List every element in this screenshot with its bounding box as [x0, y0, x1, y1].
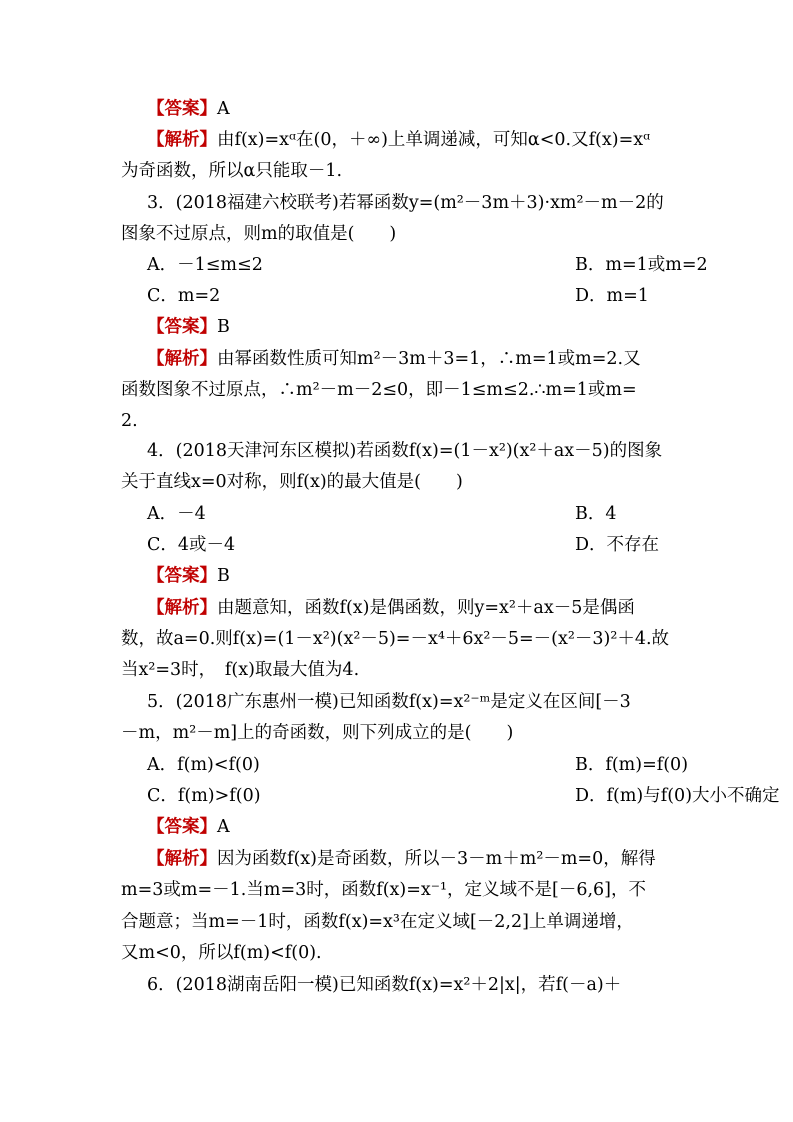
- answer-line: [147, 812, 707, 843]
- text-line: 又m<0，所以f(m)<f(0).: [121, 943, 322, 963]
- option-b: B．4: [575, 504, 617, 524]
- text-line: 为奇函数，所以α只能取－1.: [121, 161, 343, 181]
- text-line: －m，m²－m]上的奇函数，则下列成立的是( ): [121, 723, 514, 743]
- analysis-text: 由幂函数性质可知m²－3m＋3=1，∴m=1或m=2.又: [217, 349, 641, 369]
- option-row: [147, 499, 707, 530]
- analysis-line: [147, 344, 707, 375]
- answer-text: B: [217, 317, 230, 337]
- option-a: A．－1≤m≤2: [147, 255, 263, 275]
- question-6-line: 6．(2018湖南岳阳一模)已知函数f(x)=x²＋2|x|，若f(－a)＋: [147, 975, 622, 995]
- analysis-line: [147, 593, 707, 624]
- option-row: [147, 250, 707, 281]
- analysis-line: [147, 844, 707, 875]
- option-c: C．m=2: [147, 286, 221, 306]
- text-line: 关于直线x=0对称，则f(x)的最大值是( ): [121, 472, 463, 492]
- option-row: [147, 530, 707, 561]
- option-d: D．不存在: [575, 535, 660, 555]
- answer-tag: 【答案】: [147, 99, 217, 119]
- analysis-text: 因为函数f(x)是奇函数，所以－3－m＋m²－m=0，解得: [217, 849, 656, 869]
- option-b: B．f(m)=f(0): [575, 755, 689, 775]
- option-c: C．4或－4: [147, 535, 236, 555]
- answer-text: A: [217, 99, 230, 119]
- option-row: [147, 750, 707, 781]
- option-b: B．m=1或m=2: [575, 255, 708, 275]
- question-4-line: 4．(2018天津河东区模拟)若函数f(x)=(1－x²)(x²＋ax－5)的图象: [147, 441, 663, 461]
- question-3-line: 3．(2018福建六校联考)若幂函数y=(m²－3m＋3)·xm²－m－2的: [147, 193, 664, 213]
- analysis-text: 由f(x)=xᵅ在(0，＋∞)上单调递减，可知α<0.又f(x)=xᵅ: [217, 130, 651, 150]
- analysis-tag: 【解析】: [147, 598, 217, 618]
- option-d: D．m=1: [575, 286, 649, 306]
- analysis-tag: 【解析】: [147, 349, 217, 369]
- answer-tag: 【答案】: [147, 317, 217, 337]
- text-line: 图象不过原点，则m的取值是( ): [121, 224, 397, 244]
- option-row: [147, 281, 707, 312]
- option-c: C．f(m)>f(0): [147, 786, 261, 806]
- answer-text: B: [217, 566, 230, 586]
- answer-line: [147, 561, 707, 592]
- answer-line: [147, 94, 707, 125]
- text-line: 数，故a=0.则f(x)=(1－x²)(x²－5)=－x⁴＋6x²－5=－(x²－3)²＋4.故: [121, 629, 670, 649]
- analysis-text: 由题意知，函数f(x)是偶函数，则y=x²＋ax－5是偶函: [217, 598, 635, 618]
- option-d: D．f(m)与f(0)大小不确定: [575, 786, 780, 806]
- analysis-tag: 【解析】: [147, 130, 217, 150]
- text-line: 合题意；当m=－1时，函数f(x)=x³在定义域[－2,2]上单调递增，: [121, 912, 634, 932]
- answer-tag: 【答案】: [147, 817, 217, 837]
- option-row: [147, 781, 780, 812]
- text-line: 当x²=3时， f(x)取最大值为4.: [121, 660, 360, 680]
- answer-tag: 【答案】: [147, 566, 217, 586]
- option-a: A．f(m)<f(0): [147, 755, 260, 775]
- text-line: 2.: [121, 411, 138, 431]
- answer-line: [147, 312, 707, 343]
- text-line: 函数图象不过原点，∴m²－m－2≤0，即－1≤m≤2.∴m=1或m=: [121, 380, 637, 400]
- answer-text: A: [217, 817, 230, 837]
- text-line: m=3或m=－1.当m=3时，函数f(x)=x⁻¹，定义域不是[－6,6]，不: [121, 880, 647, 900]
- question-5-line: 5．(2018广东惠州一模)已知函数f(x)=x²⁻ᵐ是定义在区间[－3: [147, 692, 631, 712]
- option-a: A．－4: [147, 504, 206, 524]
- analysis-tag: 【解析】: [147, 849, 217, 869]
- analysis-line: [147, 125, 707, 156]
